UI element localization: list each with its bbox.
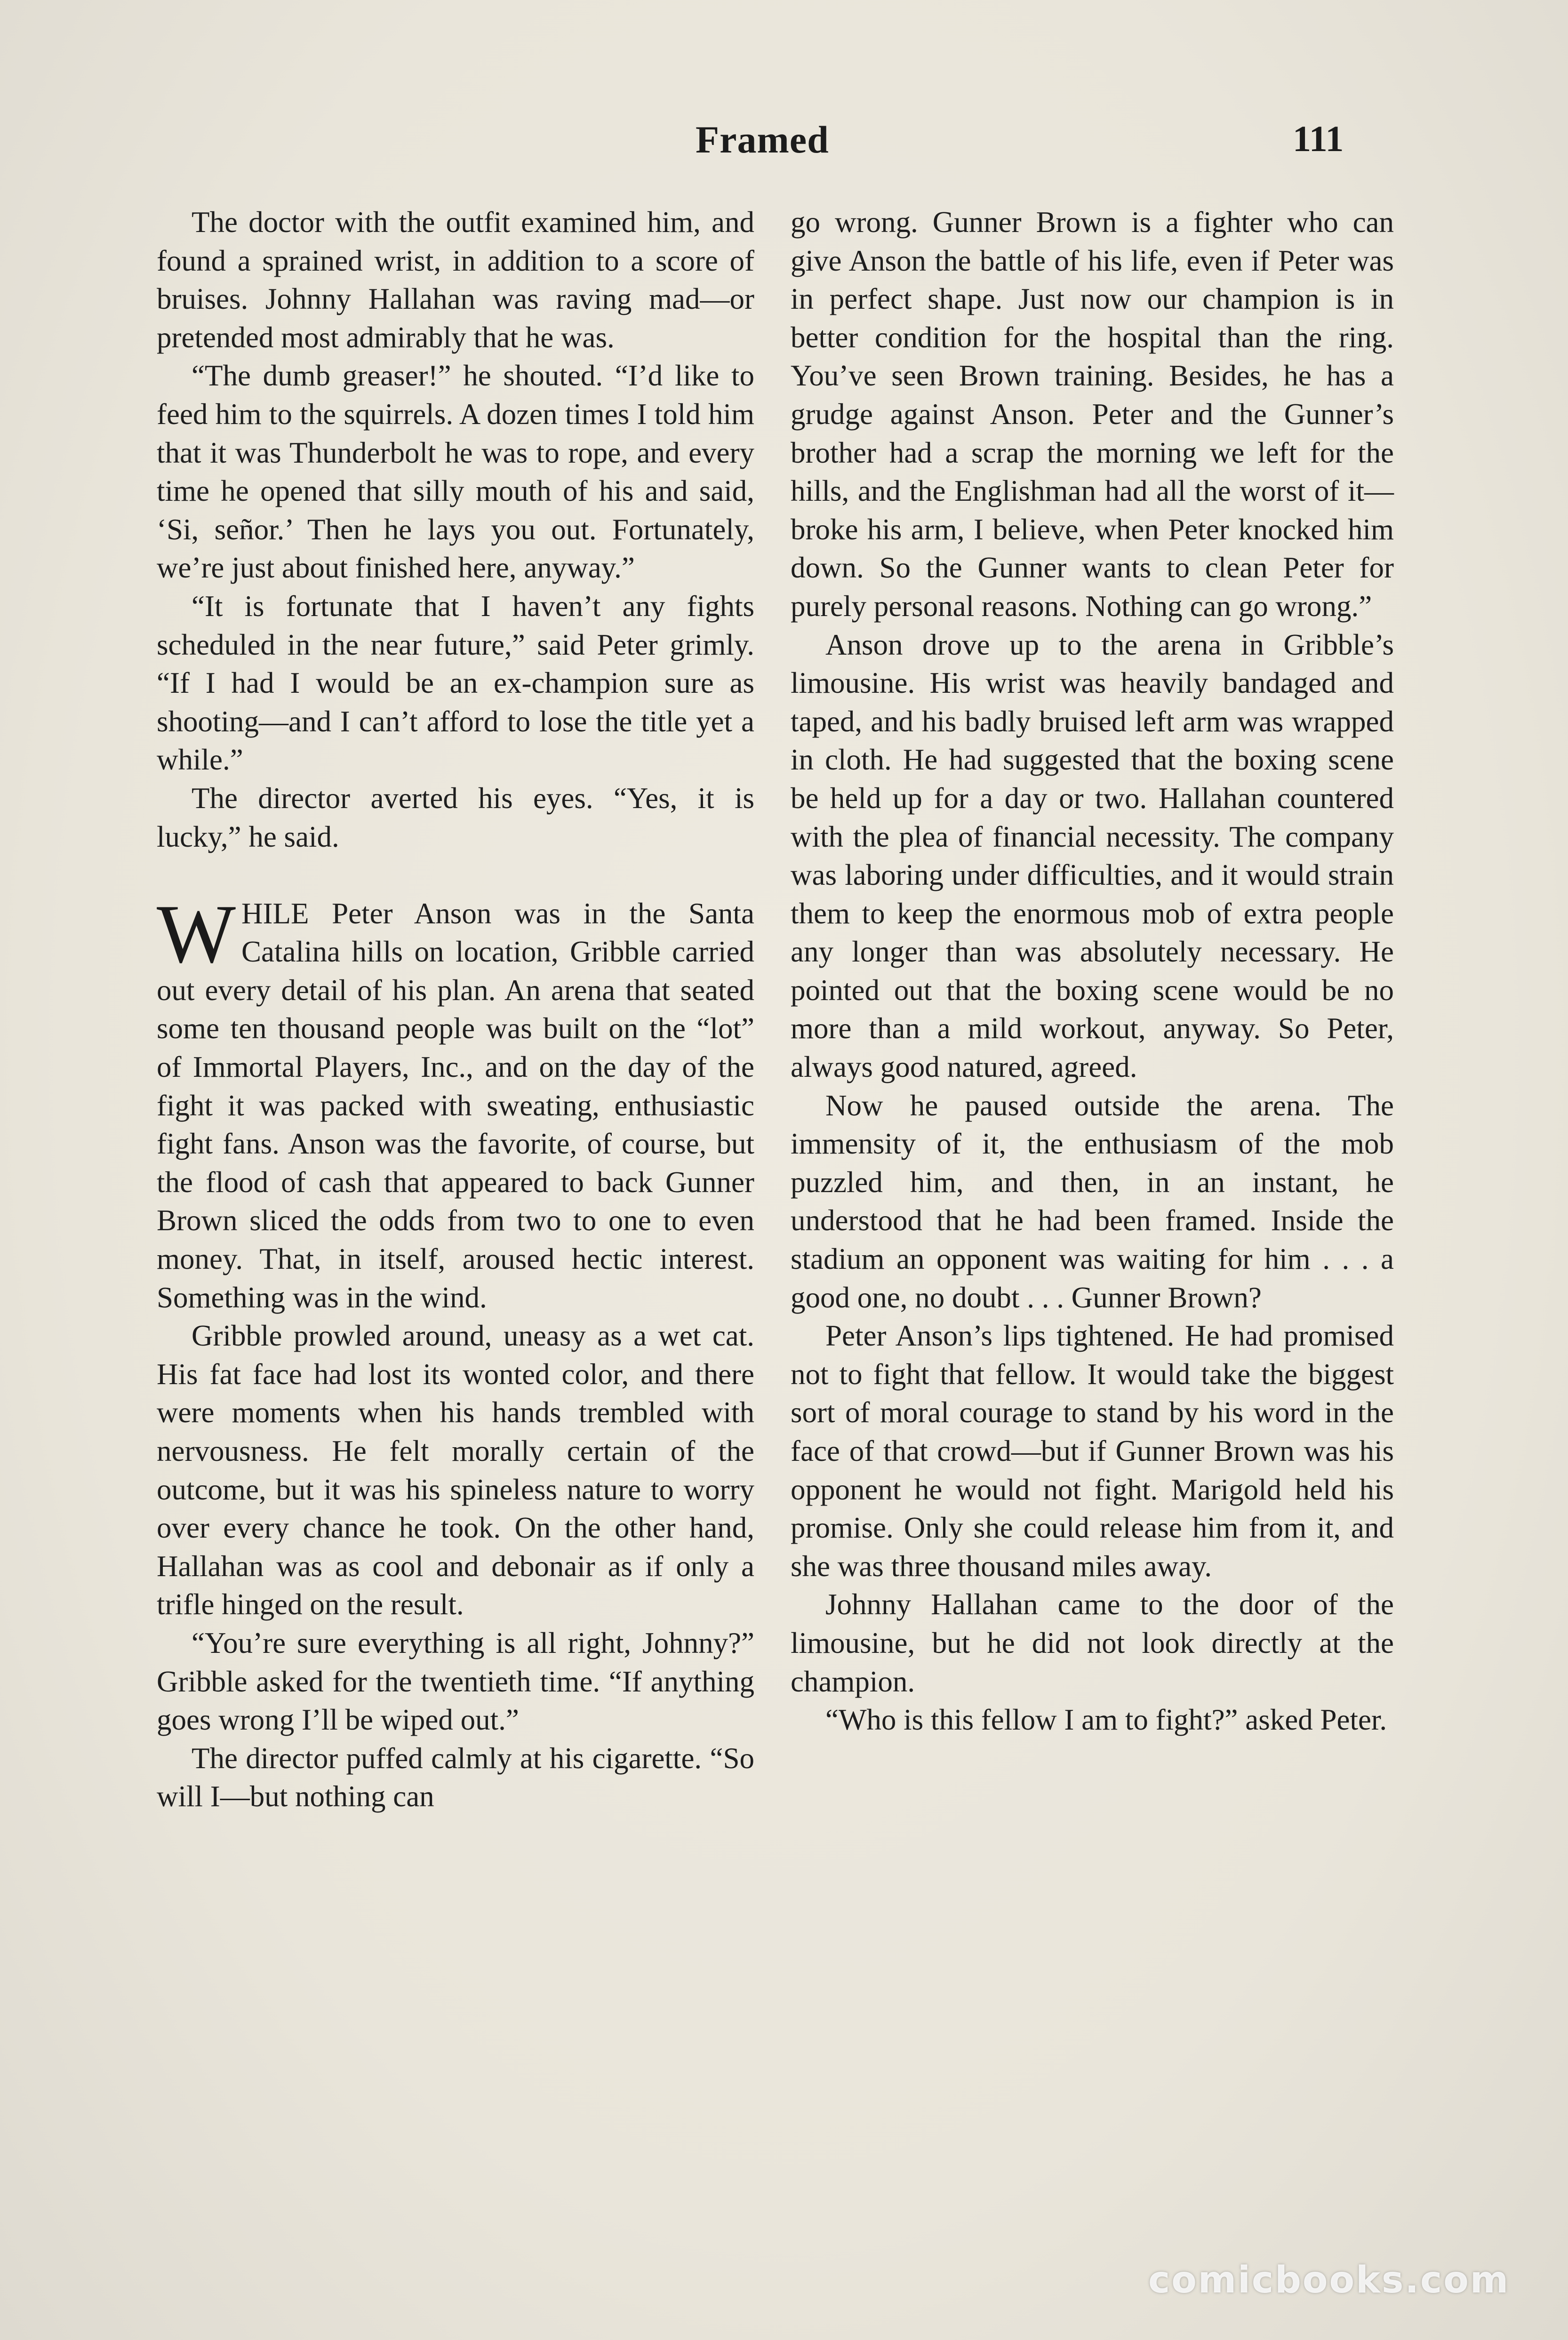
paragraph: Johnny Hallahan came to the door of the limousine, but he did not look directly at the champion. (791, 1588, 1394, 1698)
paragraph: “It is fortunate that I haven’t any fights scheduled in the near future,” said Peter grimly. “If I had I would be an ex-champion sure as shooting—and I can’t afford to lose the title yet a while.” (157, 589, 754, 777)
page-number: 111 (1293, 118, 1344, 159)
paragraph: The doctor with the outfit examined him, and found a sprained wrist, in addition to a score of bruises. Johnny Hallahan was raving mad—or pretended most admirably that he was. (157, 206, 754, 354)
paragraph-text: HILE Peter Anson was in the Santa Catalina hills on location, Gribble carried out every detail of his plan. An arena that seated some ten thousand people was built on the “lot” of Immortal Players, Inc., and on the day of the fight it was packed with sweating, enthusiastic fight fans. Anson was the favorite, of course, but the flood of cash that appeared to back Gunner Brown sliced the odds from two to one to even money. That, in itself, aroused hectic interest. Something was in the wind. (157, 897, 754, 1314)
paragraph: “The dumb greaser!” he shouted. “I’d like to feed him to the squirrels. A dozen times I told him that it was Thunderbolt he was to rope, and every time he opened that silly mouth of his and said, ‘Si, señor.’ Then he lays you out. Fortunately, we’re just about finished here, anyway.” (157, 359, 754, 585)
drop-cap: W (157, 887, 236, 980)
paragraph: Anson drove up to the arena in Gribble’s limousine. His wrist was heavily bandaged and taped, and his badly bruised left arm was wrapped in cloth. He had suggested that the boxing scene be held up for a day or two. Hallahan countered with the plea of financial necessity. The company was laboring under difficulties, and it would strain them to keep the enormous mob of extra people any longer than was absolutely necessary. He pointed out that the boxing scene would be no more than a mild workout, anyway. So Peter, always good natured, agreed. (791, 628, 1394, 1084)
paragraph: The director averted his eyes. “Yes, it is lucky,” he said. (157, 781, 754, 853)
paragraph-continued: go wrong. Gunner Brown is a fighter who can give Anson the battle of his life, even if Peter was in perfect shape. Just now our champion is in better condition for the hospital than the ring. You’ve seen Brown training. Besides, he has a grudge against Anson. Peter and the Gunner’s brother had a scrap the morning we left for the hills, and the Englishman had all the worst of it—broke his arm, I believe, when Peter knocked him down. So the Gunner wants to clean Peter for purely personal reasons. Nothing can go wrong.” (791, 206, 1394, 623)
paragraph: Gribble prowled around, uneasy as a wet cat. His fat face had lost its wonted color, and there were moments when his hands trembled with nervousness. He felt morally certain of the outcome, but it was his spineless nature to worry over every chance he took. On the other hand, Hallahan was as cool and debonair as if only a trifle hinged on the result. (157, 1319, 754, 1621)
section-start-paragraph (157, 887, 754, 1317)
page-header (0, 118, 1568, 174)
paragraph: The director puffed calmly at his cigarette. “So will I—but nothing can (157, 1741, 754, 1813)
right-column (791, 203, 1394, 1739)
paragraph: Now he paused outside the arena. The immensity of it, the enthusiasm of the mob puzzled him, and then, in an instant, he understood that he had been framed. Inside the stadium an opponent was waiting for him . . . a good one, no doubt . . . Gunner Brown? (791, 1089, 1394, 1314)
paragraph: Peter Anson’s lips tightened. He had promised not to fight that fellow. It would take the biggest sort of moral courage to stand by his word in the face of that crowd—but if Gunner Brown was his opponent he would not fight. Marigold held his promise. Only she could release him from it, and she was three thousand miles away. (791, 1319, 1394, 1583)
paragraph: “Who is this fellow I am to fight?” asked Peter. (825, 1703, 1387, 1737)
paragraph: “You’re sure everything is all right, Johnny?” Gribble asked for the twentieth time. “If anything goes wrong I’ll be wiped out.” (157, 1626, 754, 1737)
left-column (157, 203, 754, 1816)
running-title: Framed (696, 118, 829, 161)
watermark: comicbooks.com (1148, 2259, 1510, 2301)
